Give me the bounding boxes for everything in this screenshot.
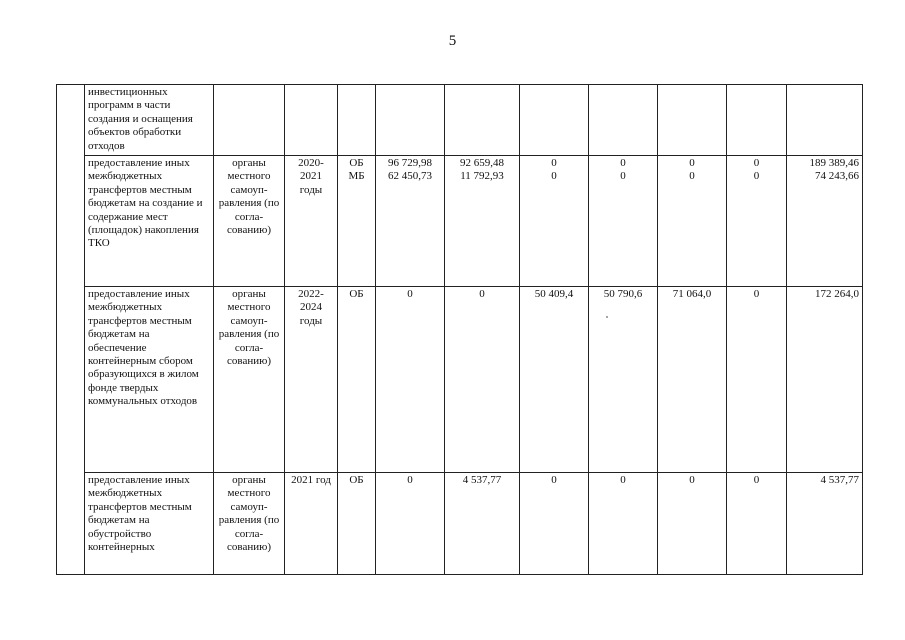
- value-cell: [445, 156, 520, 287]
- value-cell: 0: [589, 473, 658, 575]
- value-line: 0: [620, 157, 626, 169]
- source-line: МБ: [348, 170, 365, 183]
- table-row: [57, 473, 863, 575]
- value-cell: [520, 156, 589, 287]
- number-cell: [57, 85, 85, 575]
- value-cell: [445, 85, 520, 156]
- value-cell: 0: [520, 473, 589, 575]
- value-line: 0: [551, 157, 557, 169]
- value-cell: [589, 156, 658, 287]
- value-cell: [727, 156, 787, 287]
- description-cell: предоставление иных межбюджетных трансфертов местным бюджетам на обеспечение контейнерным сбором образующихся в жилом фонде твердых коммунальных отходов: [85, 287, 214, 473]
- value-line: 96 729,98: [388, 157, 432, 169]
- value-line: 0: [753, 170, 760, 183]
- executor-cell: органы местного самоуп-равления (по согла-сованию): [214, 156, 285, 287]
- table-row: [57, 85, 863, 156]
- value-cell: 0: [658, 473, 727, 575]
- period-cell: 2021 год: [285, 473, 338, 575]
- scan-speck: [606, 316, 608, 318]
- value-line: 62 450,73: [388, 170, 432, 183]
- period-cell: 2020-2021 годы: [285, 156, 338, 287]
- source-cell: [338, 156, 376, 287]
- period-cell: [285, 85, 338, 156]
- total-line: 189 389,46: [809, 157, 859, 169]
- value-cell: [658, 156, 727, 287]
- value-cell: 71 064,0: [658, 287, 727, 473]
- value-line: 0: [689, 157, 695, 169]
- total-cell: [787, 85, 863, 156]
- value-line: 0: [620, 170, 626, 183]
- value-cell: [376, 85, 445, 156]
- value-cell: 0: [727, 287, 787, 473]
- value-cell: [589, 85, 658, 156]
- period-cell: 2022-2024 годы: [285, 287, 338, 473]
- source-cell: ОБ: [338, 473, 376, 575]
- value-line: 11 792,93: [460, 170, 504, 183]
- value-cell: [376, 156, 445, 287]
- value-cell: 4 537,77: [445, 473, 520, 575]
- value-cell: [520, 85, 589, 156]
- source-cell: [338, 85, 376, 156]
- value-cell: 50 790,6: [589, 287, 658, 473]
- source-line: ОБ: [349, 157, 364, 169]
- total-cell: 4 537,77: [787, 473, 863, 575]
- total-cell: [787, 156, 863, 287]
- value-cell: 0: [376, 473, 445, 575]
- source-cell: ОБ: [338, 287, 376, 473]
- executor-cell: органы местного самоуп-равления (по согла-сованию): [214, 287, 285, 473]
- total-cell: 172 264,0: [787, 287, 863, 473]
- table-row: [57, 287, 863, 473]
- value-cell: [727, 85, 787, 156]
- value-cell: 0: [445, 287, 520, 473]
- page-number: 5: [448, 33, 457, 49]
- budget-table: [56, 84, 863, 575]
- value-cell: 0: [727, 473, 787, 575]
- value-line: 0: [689, 170, 695, 183]
- description-cell: предоставление иных межбюджетных трансфертов местным бюджетам на создание и содержание мест (площадок) накопления ТКО: [85, 156, 214, 287]
- value-line: 0: [551, 170, 557, 183]
- value-cell: [658, 85, 727, 156]
- value-cell: 50 409,4: [520, 287, 589, 473]
- value-cell: 0: [376, 287, 445, 473]
- value-line: 92 659,48: [460, 157, 504, 169]
- table-row: [57, 156, 863, 287]
- value-line: 0: [753, 157, 760, 169]
- executor-cell: [214, 85, 285, 156]
- total-line: 74 243,66: [815, 170, 859, 183]
- description-cell: предоставление иных межбюджетных трансфертов местным бюджетам на обустройство контейнерных: [85, 473, 214, 575]
- executor-cell: органы местного самоуп-равления (по согла-сованию): [214, 473, 285, 575]
- description-cell: инвестиционных программ в части создания и оснащения объектов обработки отходов: [85, 85, 214, 156]
